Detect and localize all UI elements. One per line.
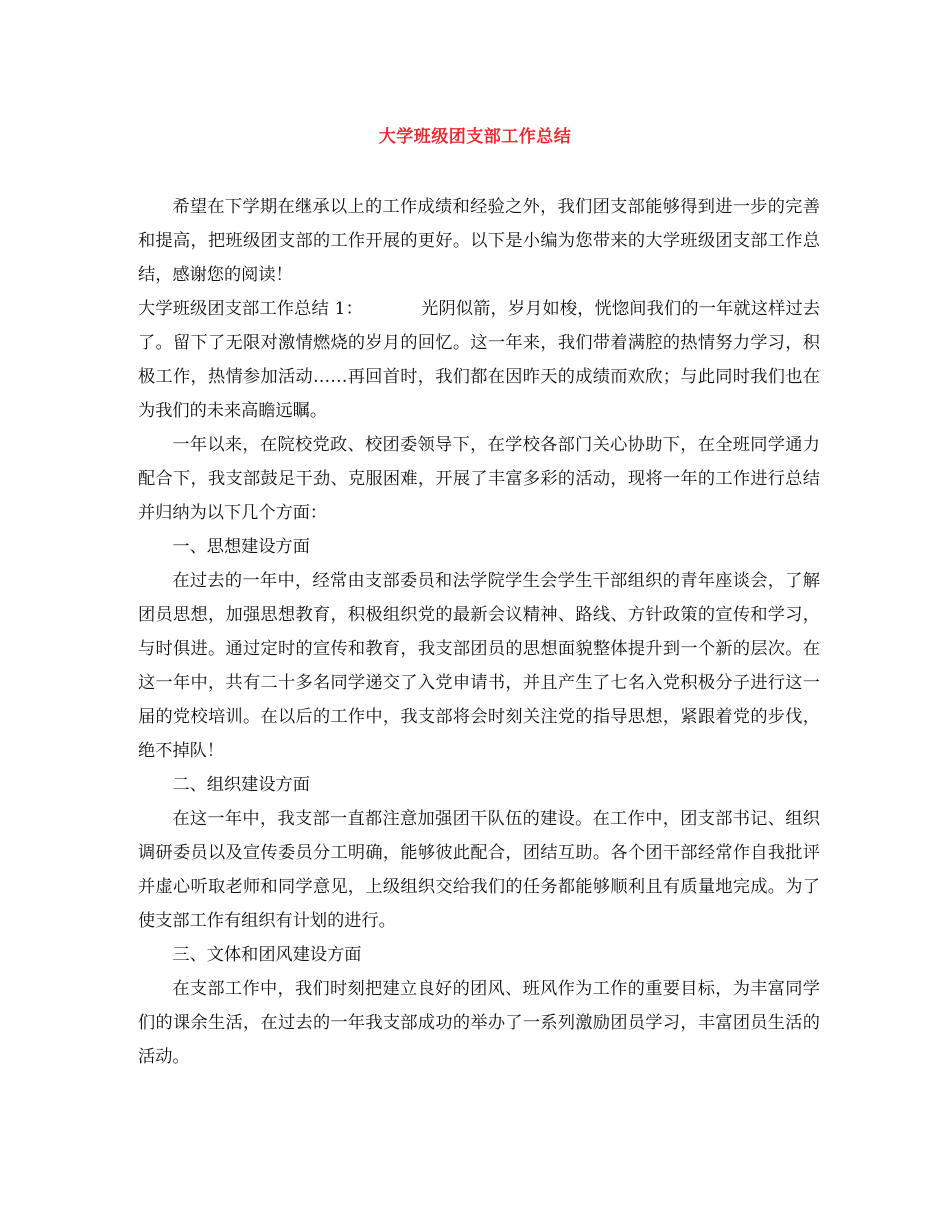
part1-paragraph (138, 292, 820, 428)
document-body (138, 190, 820, 1074)
document-title: 大学班级团支部工作总结 (378, 127, 572, 147)
section3-text: 在支部工作中，我们时刻把建立良好的团风、班风作为工作的重要目标，为丰富同学们的课余生活，在过去的一年我支部成功的举办了一系列激励团员学习，丰富团员生活的活动。 (138, 979, 820, 1067)
section1-text: 在过去的一年中，经常由支部委员和法学院学生会学生干部组织的青年座谈会，了解团员思想，加强思想教育，积极组织党的最新会议精神、路线、方针政策的宣传和学习，与时俱进。通过定时的宣传和教育，我支部团员的思想面貌整体提升到一个新的层次。在这一年中，共有二十多名同学递交了入党申请书，并且产生了七名入党积极分子进行这一届的党校培训。在以后的工作中，我支部将会时刻关注党的指导思想，紧跟着党的步伐，绝不掉队！ (138, 571, 820, 761)
part1-text: 光阴似箭，岁月如梭，恍惚间我们的一年就这样过去了。留下了无限对激情燃烧的岁月的回忆。这一年来，我们带着满腔的热情努力学习，积极工作，热情参加活动……再回首时，我们都在因昨天的成绩而欢欣；与此同时我们也在为我们的未来高瞻远瞩。 (138, 299, 820, 421)
part1-label: 大学班级团支部工作总结 1： (138, 299, 363, 319)
section3-heading: 三、文体和团风建设方面 (172, 945, 362, 965)
section2-heading: 二、组织建设方面 (172, 775, 310, 795)
paragraph-2: 一年以来，在院校党政、校团委领导下，在学校各部门关心协助下，在全班同学通力配合下，我支部鼓足干劲、克服困难，开展了丰富多彩的活动，现将一年的工作进行总结并归纳为以下几个方面： (138, 435, 820, 523)
section1-heading: 一、思想建设方面 (172, 537, 310, 557)
section2-text: 在这一年中，我支部一直都注意加强团干队伍的建设。在工作中，团支部书记、组织调研委员以及宣传委员分工明确，能够彼此配合，团结互助。各个团干部经常作自我批评并虚心听取老师和同学意见，上级组织交给我们的任务都能够顺利且有质量地完成。为了使支部工作有组织有计划的进行。 (138, 809, 820, 931)
intro-paragraph: 希望在下学期在继承以上的工作成绩和经验之外，我们团支部能够得到进一步的完善和提高，把班级团支部的工作开展的更好。以下是小编为您带来的大学班级团支部工作总结，感谢您的阅读！ (138, 197, 820, 285)
